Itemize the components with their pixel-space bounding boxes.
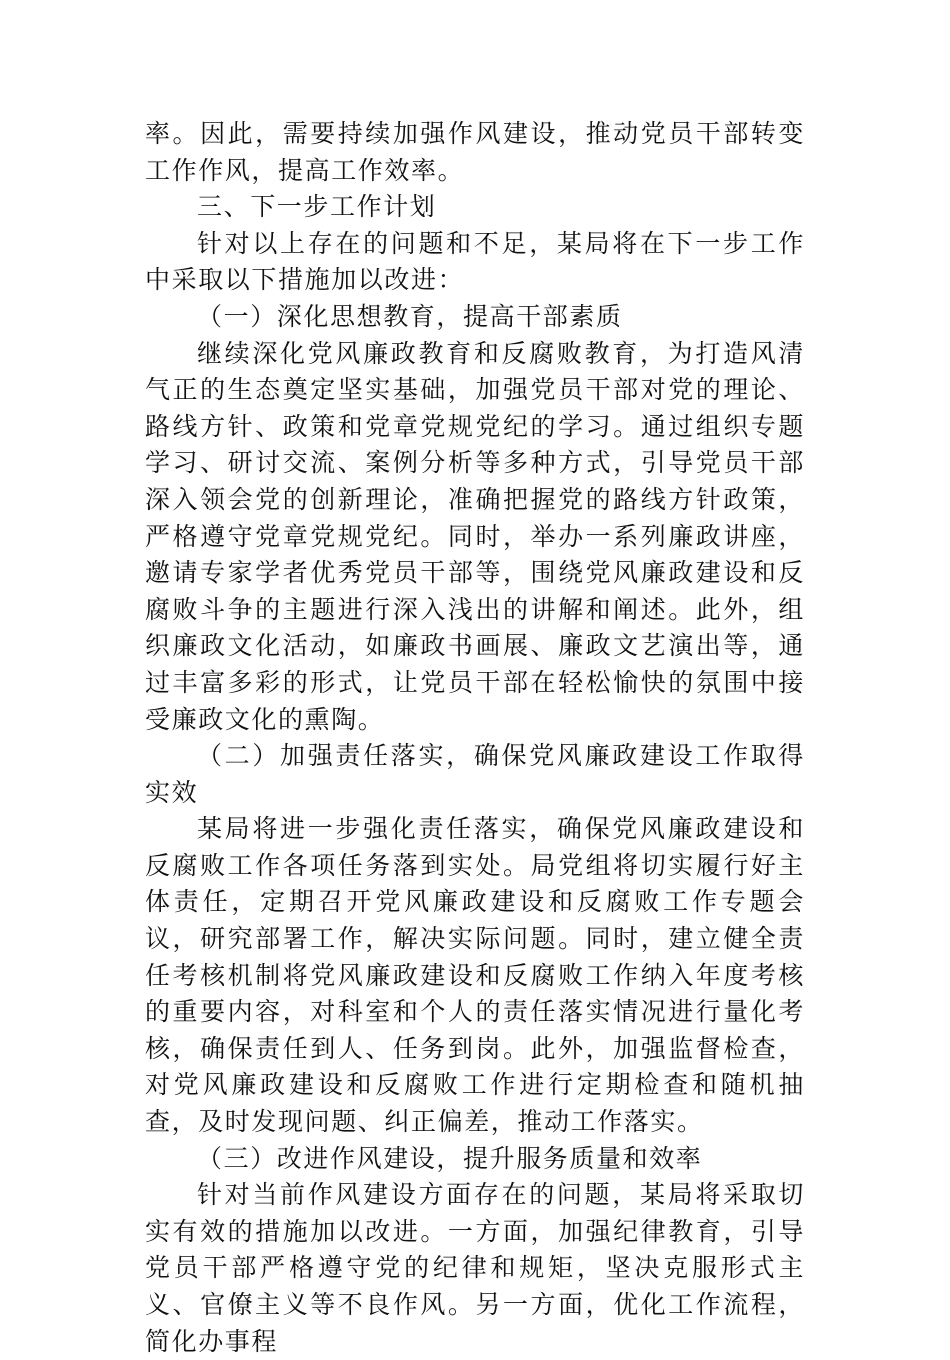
continuation-paragraph: 率。因此，需要持续加强作风建设，推动党员干部转变工作作风，提高工作效率。 (145, 119, 805, 185)
document-body (145, 116, 805, 1360)
subsection-3-paragraph: 针对当前作风建设方面存在的问题，某局将采取切实有效的措施加以改进。一方面，加强纪律教育，引导党员干部严格遵守党的纪律和规矩，坚决克服形式主义、官僚主义等不良作风。另一方面，优化工作流程，简化办事程 (145, 1180, 805, 1356)
intro-paragraph: 针对以上存在的问题和不足，某局将在下一步工作中采取以下措施加以改进： (145, 228, 805, 295)
subsection-2-heading: （二）加强责任落实，确保党风廉政建设工作取得实效 (145, 741, 805, 807)
subsection-1-heading: （一）深化思想教育，提高干部素质 (197, 301, 623, 331)
subsection-2-paragraph: 某局将进一步强化责任落实，确保党风廉政建设和反腐败工作各项任务落到实处。局党组将切实履行好主体责任，定期召开党风廉政建设和反腐败工作专题会议，研究部署工作，解决实际问题。同时，建立健全责任考核机制将党风廉政建设和反腐败工作纳入年度考核的重要内容，对科室和个人的责任落实情况进行量化考核，确保责任到人、任务到岗。此外，加强监督检查，对党风廉政建设和反腐败工作进行定期检查和随机抽查，及时发现问题、纠正偏差，推动工作落实。 (145, 814, 805, 1137)
section-heading: 三、下一步工作计划 (197, 192, 437, 222)
subsection-1-paragraph: 继续深化党风廉政教育和反腐败教育，为打造风清气正的生态奠定坚实基础，加强党员干部对党的理论、路线方针、政策和党章党规党纪的学习。通过组织专题学习、研讨交流、案例分析等多种方式，引导党员干部深入领会党的创新理论，准确把握党的路线方针政策，严格遵守党章党规党纪。同时，举办一系列廉政讲座，邀请专家学者优秀党员干部等，围绕党风廉政建设和反腐败斗争的主题进行深入浅出的讲解和阐述。此外，组织廉政文化活动，如廉政书画展、廉政文艺演出等，通过丰富多彩的形式，让党员干部在轻松愉快的氛围中接受廉政文化的熏陶。 (145, 338, 805, 734)
subsection-3-heading: （三）改进作风建设，提升服务质量和效率 (197, 1143, 703, 1173)
